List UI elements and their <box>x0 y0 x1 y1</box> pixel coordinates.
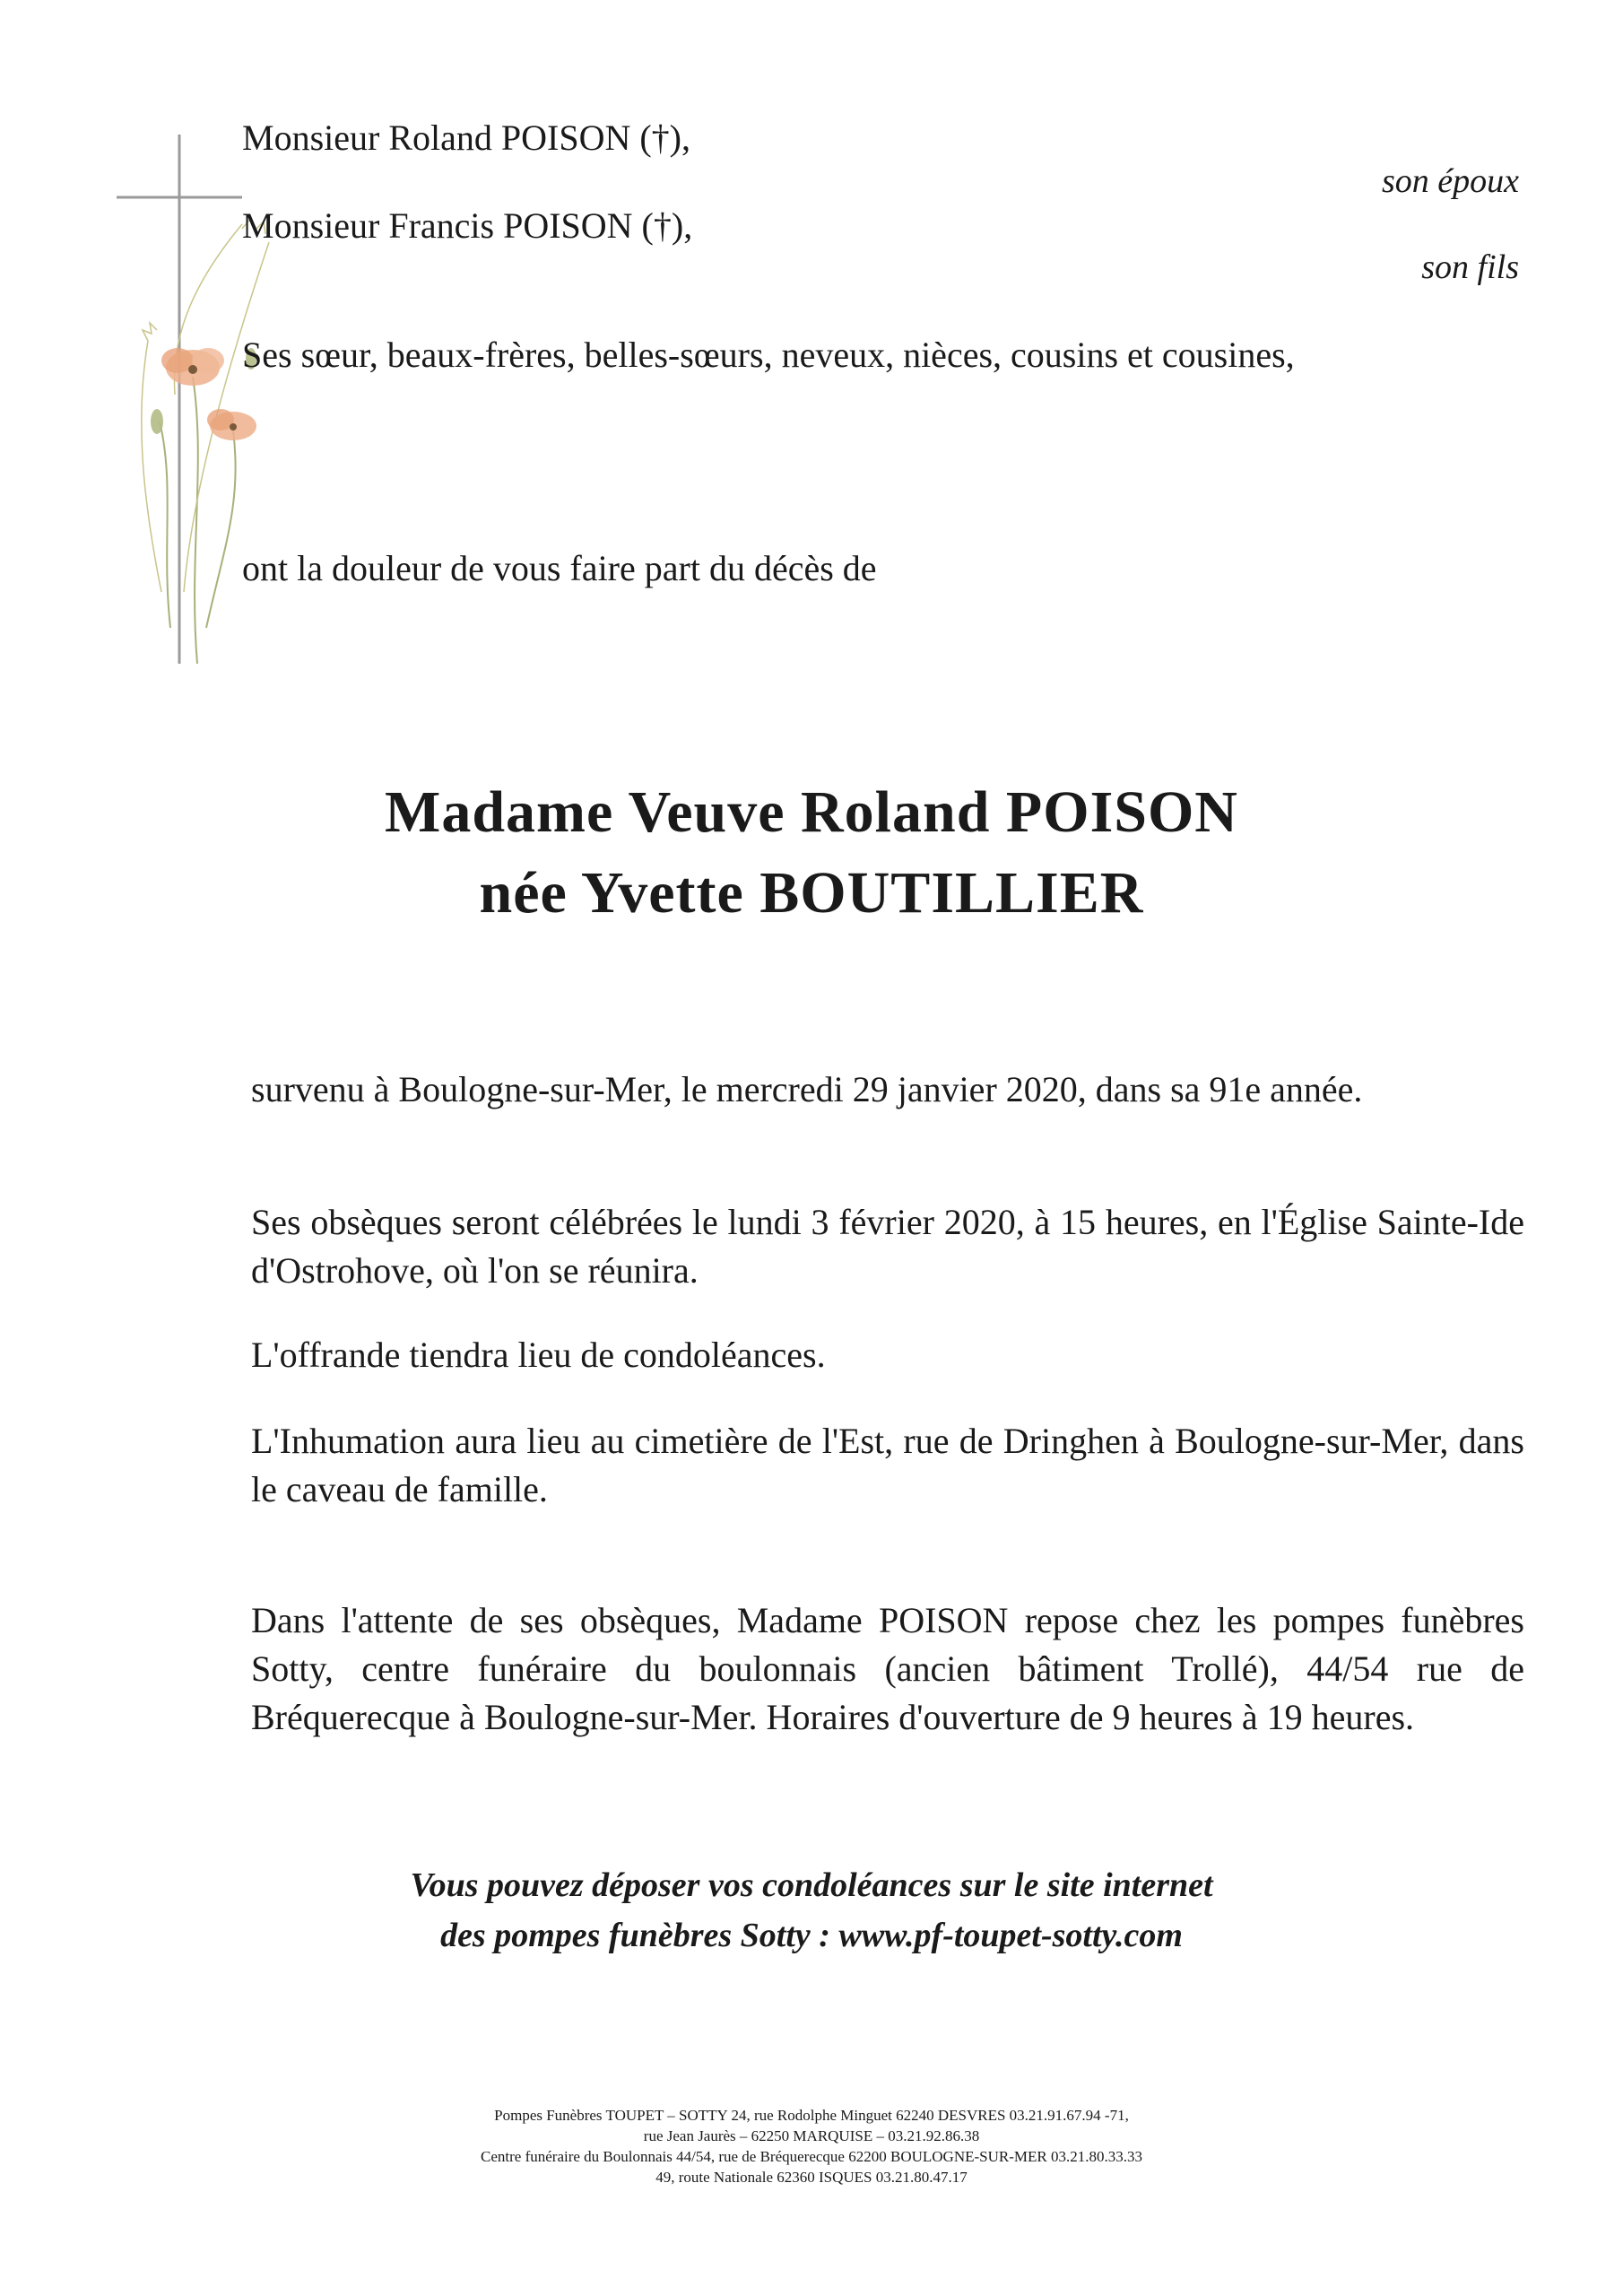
funeral-details: Ses obsèques seront célébrées le lundi 3 février 2020, à 15 heures, en l'Église Sainte-Ide d'Ostrohove, où l'on se réunira. <box>251 1202 1524 1291</box>
repose-details: Dans l'attente de ses obsèques, Madame POISON repose chez les pompes funèbres Sotty, centre funéraire du boulonnais (ancien bâtiment Trollé), 44/54 rue de Bréquerecque à Boulogne-sur-Mer. Horaires d'ouverture de 9 heures à 19 heures. <box>251 1600 1524 1737</box>
footer-line-3: Centre funéraire du Boulonnais 44/54, rue de Bréquerecque 62200 BOULOGNE-SUR-MER 03.21.80.33.33 <box>481 2148 1142 2165</box>
footer-line-4: 49, route Nationale 62360 ISQUES 03.21.80.47.17 <box>655 2169 968 2186</box>
relation-husband: son époux <box>1381 162 1519 200</box>
family-line-relatives: Ses sœur, beaux-frères, belles-sœurs, neveux, nièces, cousins et cousines, <box>242 335 1295 375</box>
deceased-name: Madame Veuve Roland POISON <box>385 779 1238 845</box>
burial-details: L'Inhumation aura lieu au cimetière de l'Est, rue de Dringhen à Boulogne-sur-Mer, dans le caveau de famille. <box>251 1421 1524 1509</box>
relation-son: son fils <box>1421 248 1519 286</box>
footer-line-2: rue Jean Jaurès – 62250 MARQUISE – 03.21.92.86.38 <box>643 2127 980 2144</box>
offering-note: L'offrande tiendra lieu de condoléances. <box>251 1335 826 1375</box>
poppy-flowers-icon <box>142 218 269 664</box>
death-details: survenu à Boulogne-sur-Mer, le mercredi 29 janvier 2020, dans sa 91e année. <box>251 1069 1363 1109</box>
deceased-maiden-name: née Yvette BOUTILLIER <box>479 860 1144 926</box>
announcement-text: ont la douleur de vous faire part du décès de <box>242 548 877 588</box>
condolences-line-1: Vous pouvez déposer vos condoléances sur le site internet <box>410 1866 1213 1904</box>
family-line-husband: Monsieur Roland POISON (†), <box>242 117 690 158</box>
footer-line-1: Pompes Funèbres TOUPET – SOTTY 24, rue Rodolphe Minguet 62240 DESVRES 03.21.91.67.94 -71, <box>494 2107 1129 2124</box>
cross-icon <box>117 135 242 664</box>
condolences-line-2: des pompes funèbres Sotty : www.pf-toupet-sotty.com <box>440 1917 1183 1954</box>
family-line-son: Monsieur Francis POISON (†), <box>242 205 693 246</box>
